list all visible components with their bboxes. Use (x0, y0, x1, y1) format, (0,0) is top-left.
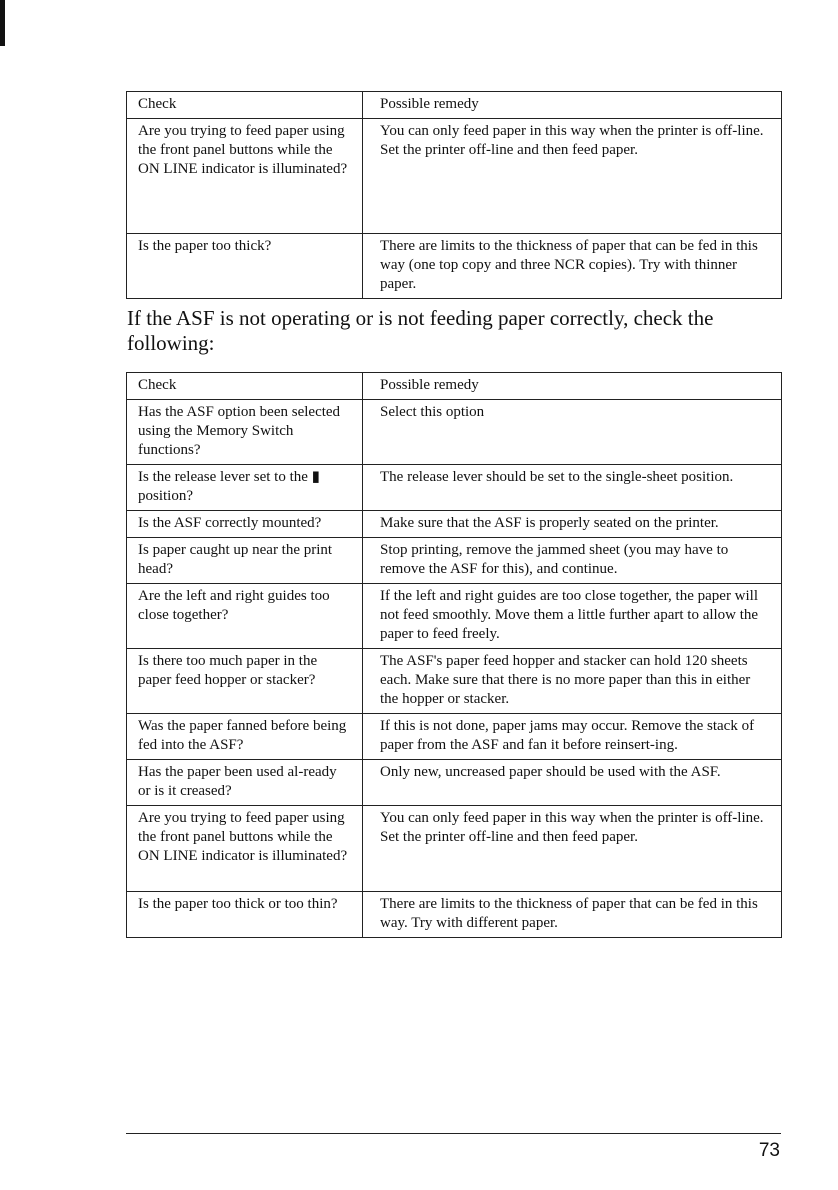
remedy-cell: Only new, uncreased paper should be used with the ASF. (363, 760, 782, 806)
header-check: Check (127, 373, 363, 400)
remedy-cell: There are limits to the thickness of paper that can be fed in this way. Try with different paper. (363, 892, 782, 938)
remedy-cell: Make sure that the ASF is properly seated on the printer. (363, 511, 782, 538)
remedy-cell: If the left and right guides are too close together, the paper will not feed smoothly. Move them a little further apart to allow the paper to feed freely. (363, 584, 782, 649)
page-number: 73 (758, 1140, 780, 1161)
footer-rule (126, 1133, 781, 1134)
table-row (127, 892, 782, 938)
table-row (127, 649, 782, 714)
check-cell: Are you trying to feed paper using the front panel buttons while the ON LINE indicator is illuminated? (127, 806, 363, 892)
header-check: Check (127, 92, 363, 119)
table-row (127, 760, 782, 806)
remedy-cell: If this is not done, paper jams may occur. Remove the stack of paper from the ASF and fan it before reinsert-ing. (363, 714, 782, 760)
remedy-cell: You can only feed paper in this way when the printer is off-line. Set the printer off-line and then feed paper. (363, 119, 782, 234)
header-possible-remedy: Possible remedy (363, 373, 782, 400)
check-cell: Is the paper too thick? (127, 234, 363, 299)
asf-intro-paragraph: If the ASF is not operating or is not feeding paper correctly, check the following: (127, 306, 714, 355)
check-cell: Is paper caught up near the print head? (127, 538, 363, 584)
page-edge-mark (0, 0, 5, 46)
check-cell: Is the ASF correctly mounted? (127, 511, 363, 538)
remedy-cell: The release lever should be set to the single-sheet position. (363, 465, 782, 511)
remedy-cell: Select this option (363, 400, 782, 465)
table-row (127, 806, 782, 892)
table-row (127, 538, 782, 584)
check-cell: Has the ASF option been selected using the Memory Switch functions? (127, 400, 363, 465)
troubleshooting-table-paper-feed (126, 91, 782, 299)
remedy-cell: There are limits to the thickness of paper that can be fed in this way (one top copy and three NCR copies). Try with thinner paper. (363, 234, 782, 299)
remedy-cell: The ASF's paper feed hopper and stacker can hold 120 sheets each. Make sure that there is no more paper than this in either the hopper or stacker. (363, 649, 782, 714)
check-cell: Is there too much paper in the paper feed hopper or stacker? (127, 649, 363, 714)
table-row (127, 400, 782, 465)
check-cell: Are the left and right guides too close together? (127, 584, 363, 649)
check-cell: Is the paper too thick or too thin? (127, 892, 363, 938)
check-cell: Are you trying to feed paper using the front panel buttons while the ON LINE indicator is illuminated? (127, 119, 363, 234)
table-row (127, 714, 782, 760)
table-header-row (127, 92, 782, 119)
remedy-cell: Stop printing, remove the jammed sheet (you may have to remove the ASF for this), and continue. (363, 538, 782, 584)
check-cell: Has the paper been used al-ready or is it creased? (127, 760, 363, 806)
table-row (127, 234, 782, 299)
check-cell: Is the release lever set to the ▮ position? (127, 465, 363, 511)
remedy-cell: You can only feed paper in this way when the printer is off-line. Set the printer off-line and then feed paper. (363, 806, 782, 892)
table-row (127, 465, 782, 511)
check-cell: Was the paper fanned before being fed into the ASF? (127, 714, 363, 760)
troubleshooting-table-asf (126, 372, 782, 938)
table-row (127, 584, 782, 649)
table-row (127, 511, 782, 538)
table-row (127, 119, 782, 234)
header-possible-remedy: Possible remedy (363, 92, 782, 119)
table-header-row (127, 373, 782, 400)
